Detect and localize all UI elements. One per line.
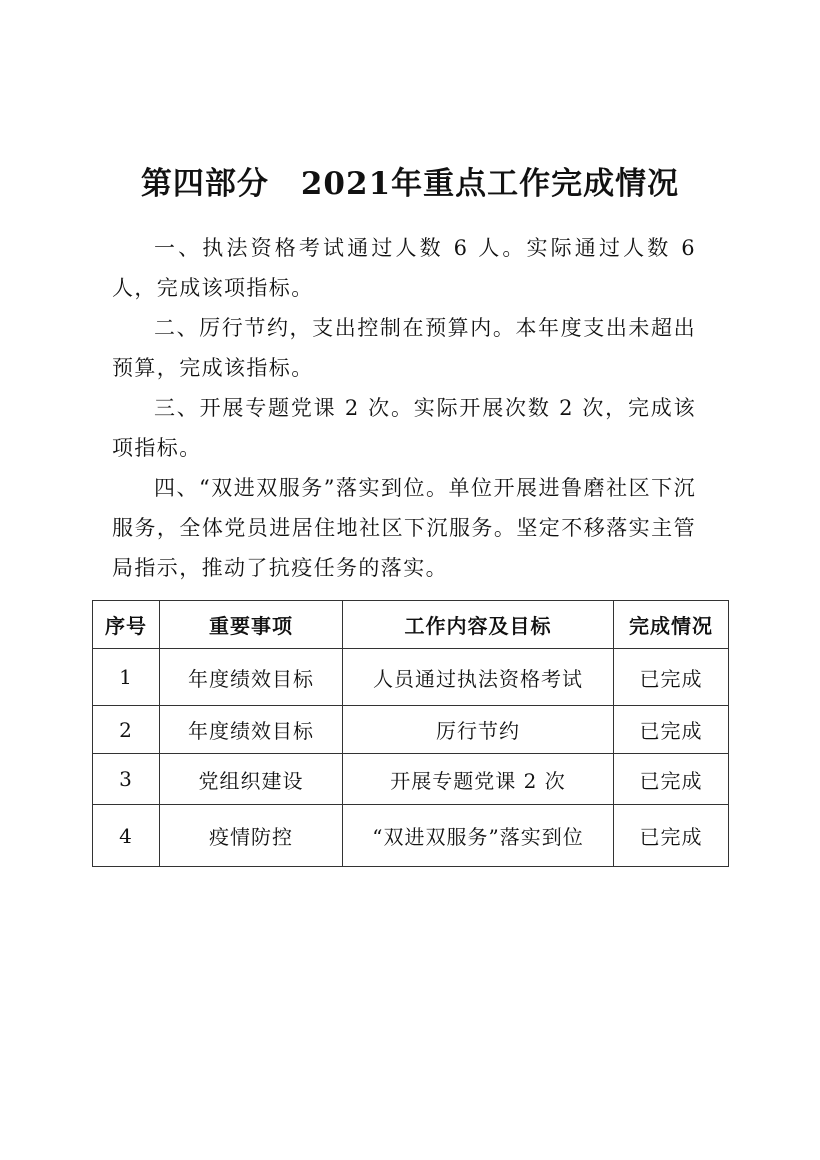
paragraph-1: 一、执法资格考试通过人数 6 人。实际通过人数 6 人，完成该项指标。 [112, 236, 696, 300]
cell-index: 1 [93, 649, 160, 706]
page-title: 第四部分 2021年重点工作完成情况 [140, 166, 680, 202]
table-header-row [93, 601, 729, 649]
paragraph-3: 三、开展专题党课 2 次。实际开展次数 2 次，完成该项指标。 [112, 396, 696, 460]
cell-item: 年度绩效目标 [160, 649, 343, 706]
cell-content: 厉行节约 [343, 706, 614, 754]
cell-status: 已完成 [614, 649, 729, 706]
table-row [93, 706, 729, 754]
cell-content: 开展专题党课 2 次 [343, 754, 614, 805]
work-completion-table [92, 600, 729, 867]
table-row [93, 805, 729, 867]
paragraph-2: 二、厉行节约，支出控制在预算内。本年度支出未超出预算，完成该指标。 [112, 316, 696, 380]
cell-item: 疫情防控 [160, 805, 343, 867]
cell-status: 已完成 [614, 805, 729, 867]
body-text [112, 228, 696, 588]
header-status: 完成情况 [614, 601, 729, 649]
header-content: 工作内容及目标 [343, 601, 614, 649]
cell-item: 年度绩效目标 [160, 706, 343, 754]
cell-index: 4 [93, 805, 160, 867]
paragraph-4: 四、“双进双服务”落实到位。单位开展进鲁磨社区下沉服务，全体党员进居住地社区下沉服务。坚定不移落实主管局指示，推动了抗疫任务的落实。 [112, 476, 696, 580]
table-row [93, 754, 729, 805]
cell-status: 已完成 [614, 754, 729, 805]
cell-content: “双进双服务”落实到位 [343, 805, 614, 867]
cell-status: 已完成 [614, 706, 729, 754]
cell-index: 2 [93, 706, 160, 754]
header-item: 重要事项 [160, 601, 343, 649]
header-index: 序号 [93, 601, 160, 649]
cell-item: 党组织建设 [160, 754, 343, 805]
cell-content: 人员通过执法资格考试 [343, 649, 614, 706]
cell-index: 3 [93, 754, 160, 805]
table-row [93, 649, 729, 706]
